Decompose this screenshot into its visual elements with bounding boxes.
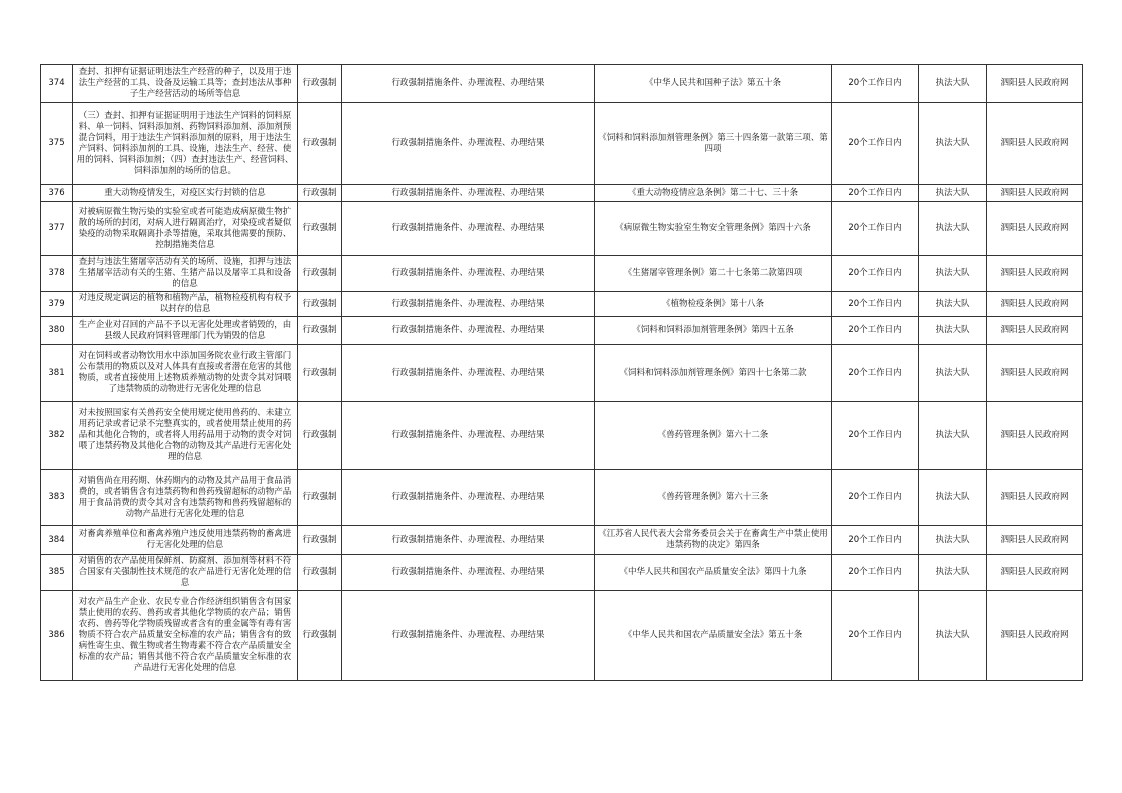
responsible-department: 执法大队	[919, 526, 987, 555]
table-row	[41, 292, 1083, 317]
disclosure-channel: 泗阳县人民政府网	[987, 317, 1083, 345]
table-row	[41, 345, 1083, 402]
row-number: 379	[41, 292, 73, 317]
table-body	[41, 65, 1083, 681]
row-number: 378	[41, 256, 73, 292]
disclosure-channel: 泗阳县人民政府网	[987, 202, 1083, 256]
time-limit: 20个工作日内	[832, 345, 919, 402]
time-limit: 20个工作日内	[832, 65, 919, 103]
legal-basis: 《兽药管理条例》第六十二条	[595, 402, 832, 470]
responsible-department: 执法大队	[919, 317, 987, 345]
disclosure-content: 行政强制措施条件、办理流程、办理结果	[342, 103, 595, 185]
disclosure-channel: 泗阳县人民政府网	[987, 555, 1083, 591]
item-description: 对销售尚在用药期、休药期内的动物及其产品用于食品消费的，或者销售含有违禁药物和兽药残留超标的动物产品用于食品消费的责令其对含有违禁药物和兽药残留超标的动物产品进行无害化处理的信息	[73, 470, 298, 526]
table-row	[41, 317, 1083, 345]
table-row	[41, 256, 1083, 292]
disclosure-channel: 泗阳县人民政府网	[987, 256, 1083, 292]
item-description: 查封、扣押有证据证明违法生产经营的种子，以及用于违法生产经营的工具、设备及运输工具等；查封违法从事种子生产经营活动的场所等信息	[73, 65, 298, 103]
row-number: 382	[41, 402, 73, 470]
disclosure-content: 行政强制措施条件、办理流程、办理结果	[342, 256, 595, 292]
row-number: 377	[41, 202, 73, 256]
responsible-department: 执法大队	[919, 65, 987, 103]
item-description: 查封与违法生猪屠宰活动有关的场所、设施，扣押与违法生猪屠宰活动有关的生猪、生猪产品以及屠宰工具和设备的信息	[73, 256, 298, 292]
item-type: 行政强制	[298, 402, 342, 470]
time-limit: 20个工作日内	[832, 256, 919, 292]
item-description: （三）查封、扣押有证据证明用于违法生产饲料的饲料原料、单一饲料、饲料添加剂、药物饲料添加剂、添加剂预混合饲料，用于违法生产饲料添加剂的原料，用于违法生产饲料、饲料添加剂的工具、设施，违法生产、经营、使用的饲料、饲料添加剂；（四）查封违法生产、经营饲料、饲料添加剂的场所的信息。	[73, 103, 298, 185]
table-row	[41, 470, 1083, 526]
disclosure-content: 行政强制措施条件、办理流程、办理结果	[342, 470, 595, 526]
row-number: 381	[41, 345, 73, 402]
legal-basis: 《饲料和饲料添加剂管理条例》第四十七条第二款	[595, 345, 832, 402]
responsible-department: 执法大队	[919, 202, 987, 256]
disclosure-channel: 泗阳县人民政府网	[987, 65, 1083, 103]
legal-basis: 《饲料和饲料添加剂管理条例》第四十五条	[595, 317, 832, 345]
legal-basis: 《中华人民共和国种子法》第五十条	[595, 65, 832, 103]
item-type: 行政强制	[298, 345, 342, 402]
legal-basis: 《饲料和饲料添加剂管理条例》第三十四条第一款第三项、第四项	[595, 103, 832, 185]
row-number: 385	[41, 555, 73, 591]
disclosure-content: 行政强制措施条件、办理流程、办理结果	[342, 526, 595, 555]
legal-basis: 《中华人民共和国农产品质量安全法》第五十条	[595, 591, 832, 681]
disclosure-content: 行政强制措施条件、办理流程、办理结果	[342, 202, 595, 256]
disclosure-channel: 泗阳县人民政府网	[987, 470, 1083, 526]
row-number: 384	[41, 526, 73, 555]
item-type: 行政强制	[298, 555, 342, 591]
table-row	[41, 526, 1083, 555]
disclosure-content: 行政强制措施条件、办理流程、办理结果	[342, 402, 595, 470]
time-limit: 20个工作日内	[832, 185, 919, 202]
item-description: 对销售的农产品使用保鲜剂、防腐剂、添加剂等材料不符合国家有关强制性技术规范的农产品进行无害化处理的信息	[73, 555, 298, 591]
item-description: 生产企业对召回的产品不予以无害化处理或者销毁的，由县级人民政府饲料管理部门代为销毁的信息	[73, 317, 298, 345]
item-type: 行政强制	[298, 591, 342, 681]
item-description: 对畜禽养殖单位和畜禽养殖户违反使用违禁药物的畜禽进行无害化处理的信息	[73, 526, 298, 555]
item-description: 对农产品生产企业、农民专业合作经济组织销售含有国家禁止使用的农药、兽药或者其他化学物质的农产品；销售农药、兽药等化学物质残留或者含有的重金属等有毒有害物质不符合农产品质量安全标准的农产品；销售含有的致病性寄生虫、微生物或者生物毒素不符合农产品质量安全标准的农产品；销售其他不符合农产品质量安全标准的农产品进行无害化处理的信息	[73, 591, 298, 681]
time-limit: 20个工作日内	[832, 202, 919, 256]
responsible-department: 执法大队	[919, 402, 987, 470]
time-limit: 20个工作日内	[832, 317, 919, 345]
item-type: 行政强制	[298, 103, 342, 185]
item-type: 行政强制	[298, 65, 342, 103]
time-limit: 20个工作日内	[832, 292, 919, 317]
time-limit: 20个工作日内	[832, 470, 919, 526]
legal-basis: 《生猪屠宰管理条例》第二十七条第二款第四项	[595, 256, 832, 292]
table-row	[41, 402, 1083, 470]
item-type: 行政强制	[298, 202, 342, 256]
disclosure-channel: 泗阳县人民政府网	[987, 402, 1083, 470]
legal-basis: 《植物检疫条例》第十八条	[595, 292, 832, 317]
legal-basis: 《江苏省人民代表大会常务委员会关于在畜禽生产中禁止使用违禁药物的决定》第四条	[595, 526, 832, 555]
item-type: 行政强制	[298, 292, 342, 317]
responsible-department: 执法大队	[919, 185, 987, 202]
row-number: 374	[41, 65, 73, 103]
disclosure-channel: 泗阳县人民政府网	[987, 345, 1083, 402]
responsible-department: 执法大队	[919, 292, 987, 317]
legal-basis: 《重大动物疫情应急条例》第二十七、三十条	[595, 185, 832, 202]
disclosure-channel: 泗阳县人民政府网	[987, 103, 1083, 185]
responsible-department: 执法大队	[919, 591, 987, 681]
disclosure-channel: 泗阳县人民政府网	[987, 526, 1083, 555]
responsible-department: 执法大队	[919, 345, 987, 402]
disclosure-content: 行政强制措施条件、办理流程、办理结果	[342, 185, 595, 202]
table-row	[41, 591, 1083, 681]
item-description: 重大动物疫情发生，对疫区实行封锁的信息	[73, 185, 298, 202]
time-limit: 20个工作日内	[832, 402, 919, 470]
disclosure-content: 行政强制措施条件、办理流程、办理结果	[342, 345, 595, 402]
row-number: 375	[41, 103, 73, 185]
table-row	[41, 65, 1083, 103]
disclosure-content: 行政强制措施条件、办理流程、办理结果	[342, 555, 595, 591]
item-type: 行政强制	[298, 470, 342, 526]
item-description: 对在饲料或者动物饮用水中添加国务院农业行政主管部门公布禁用的物质以及对人体具有直接或者潜在危害的其他物质，或者直接使用上述物质养殖动物的处责令其对饲喂了违禁物质的动物进行无害化处理的信息	[73, 345, 298, 402]
row-number: 386	[41, 591, 73, 681]
responsible-department: 执法大队	[919, 470, 987, 526]
disclosure-channel: 泗阳县人民政府网	[987, 591, 1083, 681]
row-number: 376	[41, 185, 73, 202]
item-type: 行政强制	[298, 256, 342, 292]
time-limit: 20个工作日内	[832, 591, 919, 681]
row-number: 380	[41, 317, 73, 345]
item-description: 对未按照国家有关兽药安全使用规定使用兽药的、未建立用药记录或者记录不完整真实的，或者使用禁止使用的药品和其他化合物的，或者将人用药品用于动物的责令对饲喂了违禁药物及其他化合物的动物及其产品进行无害化处理的信息	[73, 402, 298, 470]
disclosure-content: 行政强制措施条件、办理流程、办理结果	[342, 591, 595, 681]
disclosure-content: 行政强制措施条件、办理流程、办理结果	[342, 65, 595, 103]
item-description: 对被病原微生物污染的实验室或者可能造成病原微生物扩散的场所的封闭，对病人进行隔离治疗，对染疫或者疑似染疫的动物采取隔离扑杀等措施，采取其他需要的预防、控制措施类信息	[73, 202, 298, 256]
legal-basis: 《病原微生物实验室生物安全管理条例》第四十六条	[595, 202, 832, 256]
disclosure-channel: 泗阳县人民政府网	[987, 292, 1083, 317]
legal-basis: 《中华人民共和国农产品质量安全法》第四十九条	[595, 555, 832, 591]
disclosure-table	[40, 64, 1083, 681]
item-type: 行政强制	[298, 185, 342, 202]
item-description: 对违反规定调运的植物和植物产品，植物检疫机构有权予以封存的信息	[73, 292, 298, 317]
responsible-department: 执法大队	[919, 103, 987, 185]
table-row	[41, 555, 1083, 591]
disclosure-content: 行政强制措施条件、办理流程、办理结果	[342, 317, 595, 345]
table-row	[41, 103, 1083, 185]
disclosure-channel: 泗阳县人民政府网	[987, 185, 1083, 202]
row-number: 383	[41, 470, 73, 526]
table-row	[41, 202, 1083, 256]
time-limit: 20个工作日内	[832, 555, 919, 591]
item-type: 行政强制	[298, 317, 342, 345]
responsible-department: 执法大队	[919, 555, 987, 591]
time-limit: 20个工作日内	[832, 526, 919, 555]
legal-basis: 《兽药管理条例》第六十三条	[595, 470, 832, 526]
responsible-department: 执法大队	[919, 256, 987, 292]
item-type: 行政强制	[298, 526, 342, 555]
table-row	[41, 185, 1083, 202]
time-limit: 20个工作日内	[832, 103, 919, 185]
disclosure-content: 行政强制措施条件、办理流程、办理结果	[342, 292, 595, 317]
